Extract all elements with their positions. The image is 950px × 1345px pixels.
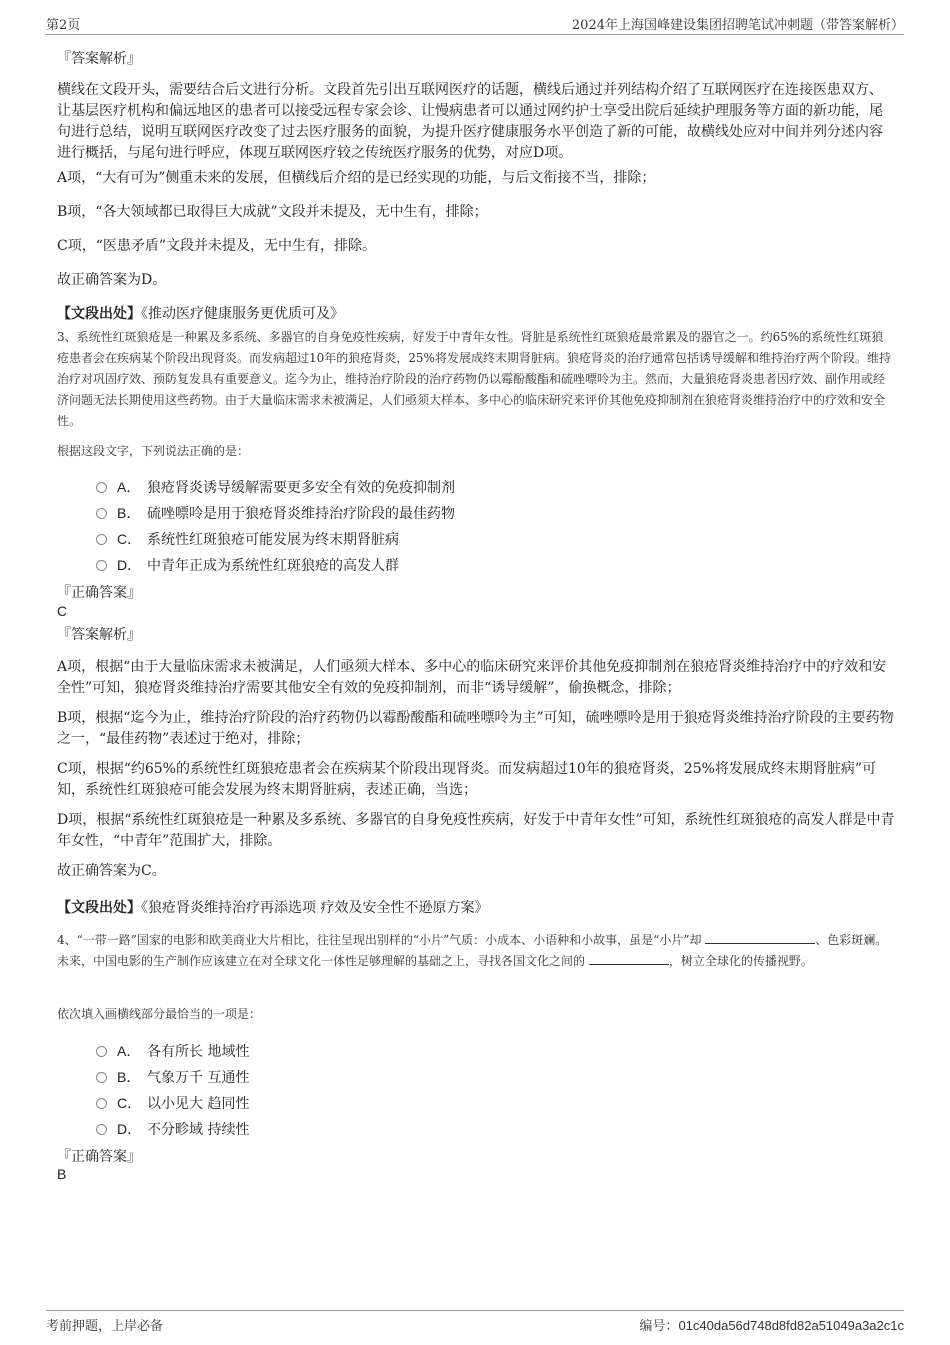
q2-source [57, 303, 895, 323]
q4-option-d[interactable]: D． 不分畛域 持续性 [96, 1118, 249, 1140]
document-code: 编号：01c40da56d748d8fd82a51049a3a2c1c [639, 1318, 904, 1334]
q3-option-b[interactable]: B． 硫唑嘌呤是用于狼疮肾炎维持治疗阶段的最佳药物 [96, 502, 455, 524]
q2-conclusion: 故正确答案为D。 [57, 272, 167, 288]
radio-icon[interactable] [96, 1046, 107, 1057]
q3-option-c[interactable]: C． 系统性红斑狼疮可能发展为终末期肾脏病 [96, 528, 399, 550]
blank-1 [705, 931, 815, 944]
source-label: 【文段出处】 [57, 900, 141, 916]
q4-prompt: 依次填入画横线部分最恰当的一项是： [57, 1007, 262, 1021]
source-label: 【文段出处】 [57, 306, 141, 322]
q2-option-a-explanation: A项，“大有可为”侧重未来的发展，但横线后介绍的是已经实现的功能，与后文衔接不当，排除； [57, 170, 656, 186]
document-title: 2024年上海国峰建设集团招聘笔试冲刺题（带答案解析） [571, 18, 904, 33]
q4-answer-heading: 『正确答案』 [57, 1149, 141, 1165]
radio-icon[interactable] [96, 1124, 107, 1135]
q4-answer: B [57, 1166, 67, 1182]
q3-option-d[interactable]: D． 中青年正成为系统性红斑狼疮的高发人群 [96, 554, 399, 576]
q2-analysis-heading: 『答案解析』 [57, 51, 141, 67]
q3-option-a[interactable]: A． 狼疮肾炎诱导缓解需要更多安全有效的免疫抑制剂 [96, 476, 455, 498]
q3-answer-heading: 『正确答案』 [57, 585, 141, 601]
radio-icon[interactable] [96, 1072, 107, 1083]
radio-icon[interactable] [96, 560, 107, 571]
q4-option-b[interactable]: B． 气象万千 互通性 [96, 1066, 249, 1088]
q2-option-b-explanation: B项，“各大领域都已取得巨大成就”文段并未提及，无中生有，排除； [57, 204, 488, 220]
q4-stem: 4、“一带一路”国家的电影和欧美商业大片相比，往往呈现出别样的“小片”气质：小成本、小语种和小故事，虽是“小片”却 、色彩斑斓。未来，中国电影的生产制作应该建立在对全球文化一体性足够理解的基础之上，寻找各国文化之间的 ，树立全球化的传播视野。 [57, 933, 888, 968]
q3-option-c-explanation: C项，根据“约65%的系统性红斑狼疮患者会在疾病某个阶段出现肾炎。而发病超过10年的狼疮肾炎，25%将发展成终末期肾脏病”可知，系统性红斑狼疮可能会发展为终末期肾脏病，表述正确，当选； [57, 761, 877, 798]
radio-icon[interactable] [96, 482, 107, 493]
page-number: 第2页 [46, 18, 81, 33]
radio-icon[interactable] [96, 1098, 107, 1109]
blank-2 [589, 952, 669, 965]
q3-option-a-explanation: A项，根据“由于大量临床需求未被满足，人们亟须大样本、多中心的临床研究来评价其他免疫抑制剂在狼疮肾炎维持治疗中的疗效和安全性”可知，狼疮肾炎维持治疗需要其他安全有效的免疫抑制剂，而非“诱导缓解”，偷换概念，排除； [57, 659, 887, 696]
q3-option-d-explanation: D项，根据“系统性红斑狼疮是一种累及多系统、多器官的自身免疫性疾病，好发于中青年女性”可知，系统性红斑狼疮的高发人群是中青年女性，“中青年”范围扩大，排除。 [57, 812, 895, 849]
page-footer [46, 1310, 904, 1333]
q3-prompt: 根据这段文字，下列说法正确的是： [57, 444, 250, 458]
q2-analysis-text: 横线在文段开头，需要结合后文进行分析。文段首先引出互联网医疗的话题，横线后通过并列结构介绍了互联网医疗在连接医患双方、让基层医疗机构和偏远地区的患者可以接受远程专家会诊、让慢病患者可以通过网约护士享受出院后延续护理服务等方面的新功能，尾句进行总结，说明互联网医疗改变了过去医疗服务的面貌，为提升医疗健康服务水平创造了新的可能，故横线处应对中间并列分述内容进行概括，与尾句进行呼应，体现互联网医疗较之传统医疗服务的优势，对应D项。 [57, 82, 883, 161]
source-text: 《推动医疗健康服务更优质可及》 [141, 306, 344, 322]
radio-icon[interactable] [96, 508, 107, 519]
q3-source [57, 897, 895, 917]
q4-option-a[interactable]: A． 各有所长 地域性 [96, 1040, 249, 1062]
q2-option-c-explanation: C项，“医患矛盾”文段并未提及，无中生有，排除。 [57, 238, 377, 254]
radio-icon[interactable] [96, 534, 107, 545]
q3-conclusion: 故正确答案为C。 [57, 863, 166, 879]
q3-stem: 3、系统性红斑狼疮是一种累及多系统、多器官的自身免疫性疾病，好发于中青年女性。肾脏是系统性红斑狼疮最常累及的器官之一。约65%的系统性红斑狼疮患者会在疾病某个阶段出现肾炎。而发病超过10年的狼疮肾炎，25%将发展成终末期肾脏病。狼疮肾炎的治疗通常包括诱导缓解和维持治疗两个阶段。维持治疗对巩固疗效、预防复发具有重要意义。迄今为止，维持治疗阶段的治疗药物仍以霉酚酸酯和硫唑嘌呤为主。然而，大量狼疮肾炎患者因疗效、副作用或经济问题无法长期使用这些药物。由于大量临床需求未被满足，人们亟须大样本、多中心的临床研究来评价其他免疫抑制剂在狼疮肾炎维持治疗中的疗效和安全性。 [57, 330, 891, 428]
footer-slogan: 考前押题，上岸必备 [46, 1319, 164, 1334]
q3-analysis-heading: 『答案解析』 [57, 627, 141, 643]
page-header [46, 14, 904, 35]
source-text: 《狼疮肾炎维持治疗再添选项 疗效及安全性不逊原方案》 [141, 900, 489, 916]
q4-option-c[interactable]: C． 以小见大 趋同性 [96, 1092, 249, 1114]
q3-answer: C [57, 603, 68, 619]
q3-option-b-explanation: B项，根据“迄今为止，维持治疗阶段的治疗药物仍以霉酚酸酯和硫唑嘌呤为主”可知，硫唑嘌呤是用于狼疮肾炎维持治疗阶段的主要药物之一，“最佳药物”表述过于绝对，排除； [57, 710, 894, 747]
